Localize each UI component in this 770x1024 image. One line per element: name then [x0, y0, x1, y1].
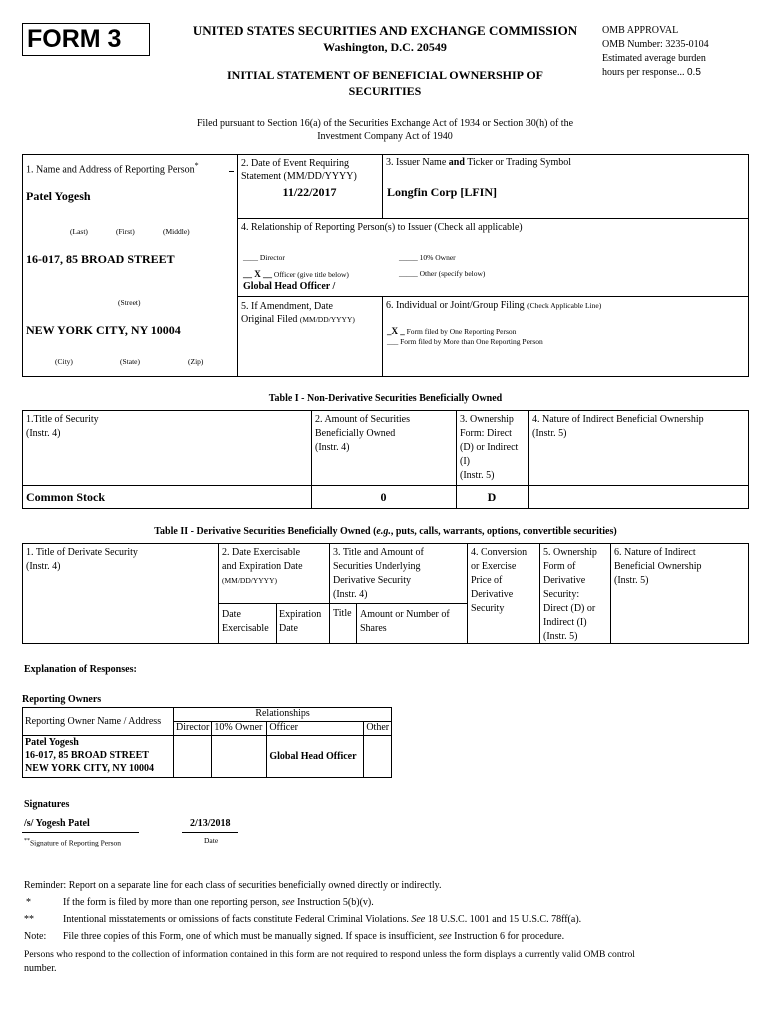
omb-hours-value: 0.5: [686, 67, 701, 78]
ro-row-name-line1: Patel Yogesh: [25, 737, 79, 748]
box5-label: [241, 300, 355, 326]
ro-row-10pct: [212, 736, 267, 778]
box4-label: 4. Relationship of Reporting Person(s) to Issuer (Check all applicable): [241, 222, 523, 233]
relationship-other: _____ Other (specify below): [399, 269, 486, 278]
table1-col3-header: [460, 413, 518, 483]
omb-approval: [602, 24, 709, 80]
ro-row-name: [23, 736, 174, 778]
street-label: (Street): [118, 298, 141, 307]
table2-col4-line2: or Exercise: [471, 561, 517, 572]
table1-row-security: Common Stock: [26, 490, 106, 504]
officer-check-mark: __ X __: [243, 269, 272, 279]
box5-label-line2: [241, 313, 355, 326]
reporting-owners-heading: Reporting Owners: [22, 694, 102, 705]
table2-col2-line1: 2. Date Exercisable: [222, 547, 301, 558]
filed-pursuant-line2: Investment Company Act of 1940: [317, 131, 453, 142]
footnote-1-see: see: [281, 897, 295, 908]
table2-col-divider-2: [329, 543, 330, 644]
footnote-star1: *: [26, 897, 31, 908]
table2-col5-header: [543, 546, 597, 644]
filed-pursuant: [100, 117, 670, 143]
table2-col2-header: [222, 546, 303, 588]
note-text-see: see: [438, 931, 452, 942]
city-label: (City): [55, 357, 73, 366]
date-line: [182, 832, 238, 833]
zip-label: (Zip): [188, 357, 204, 366]
explanation-heading: Explanation of Responses:: [24, 664, 137, 675]
table2-title-eg: e.g.: [376, 526, 391, 537]
box2-label-line1: 2. Date of Event Requiring: [241, 158, 350, 169]
note-text-pre: File three copies of this Form, one of which must be manually signed. If space is insufficient,: [63, 931, 437, 942]
table2-col3-header: [333, 546, 424, 602]
table2-col1-header: [26, 546, 138, 574]
filing-option-two: ___ Form filed by More than One Reporting Person: [387, 337, 543, 346]
table1-col2-header: [315, 413, 410, 455]
table1-col4-line1: 4. Nature of Indirect Beneficial Ownership: [532, 414, 704, 425]
table2-col4-line5: Security: [471, 603, 505, 614]
date-label: Date: [204, 836, 219, 845]
table2-col-divider-1: [218, 543, 219, 644]
relationship-director: ____ Director: [243, 253, 285, 262]
filed-pursuant-line1: Filed pursuant to Section 16(a) of the Securities Exchange Act of 1934 or Section 30(h) of the: [196, 118, 574, 129]
omb-notice-line2: number.: [24, 963, 57, 974]
table2-title-post: , puts, calls, warrants, options, convertible securities): [390, 526, 617, 537]
agency-location: Washington, D.C. 20549: [323, 40, 447, 54]
box3-label-post: Ticker or Trading Symbol: [467, 157, 572, 168]
table2-title: [22, 526, 749, 537]
filing-option-one-label: Form filed by One Reporting Person: [406, 327, 517, 336]
ro-col-name-label: Reporting Owner Name / Address: [25, 716, 162, 727]
ro-relationships: Relationships: [174, 708, 392, 722]
state-label: (State): [120, 357, 140, 366]
note-text-post: Instruction 6 for procedure.: [454, 931, 565, 942]
note-text: [63, 931, 564, 942]
omb-burden: Estimated average burden: [602, 53, 706, 64]
table2-col2-line2: and Expiration Date: [222, 561, 303, 572]
box5-label-line2-text: Original Filed: [241, 314, 298, 325]
box1-label-text: 1. Name and Address of Reporting Person: [26, 164, 195, 176]
reporting-person-street: 16-017, 85 BROAD STREET: [26, 252, 175, 266]
box6-label-text: 6. Individual or Joint/Group Filing: [386, 300, 525, 311]
form-label: FORM 3: [27, 25, 122, 53]
table1-col4-line2: (Instr. 5): [532, 428, 567, 439]
table2-col6-line3: (Instr. 5): [614, 575, 649, 586]
table1-col3-line2: Form: Direct: [460, 428, 512, 439]
table2-col4-line3: Price of: [471, 575, 503, 586]
table2-col-divider-4: [539, 543, 540, 644]
signatures-heading: Signatures: [24, 799, 70, 810]
table2-col3-line3: Derivative Security: [333, 575, 412, 586]
table1-col3-line4: (I): [460, 456, 470, 467]
table1-col3-line5: (Instr. 5): [460, 470, 495, 481]
table1-col1-line2: (Instr. 4): [26, 428, 61, 439]
box3-label: [386, 157, 571, 168]
omb-notice-line1: Persons who respond to the collection of information contained in this form are not required to respond unless the form displays a currently valid OMB control: [24, 949, 635, 960]
ro-row-name-line2: 16-017, 85 BROAD STREET: [25, 750, 149, 761]
reporting-person-name: Patel Yogesh: [26, 189, 91, 203]
footnote-2-see: See: [411, 914, 426, 925]
table2-col3b-header: [360, 608, 450, 636]
name-middle-label: (Middle): [163, 227, 190, 236]
table2-col4-line4: Derivative: [471, 589, 514, 600]
table2-col2b-line2: Date: [279, 623, 298, 634]
table1-col1-line1: 1.Title of Security: [26, 414, 99, 425]
table2-col3-line2: Securities Underlying: [333, 561, 421, 572]
table1-col2-line3: (Instr. 4): [315, 442, 350, 453]
filing-option-one: [387, 326, 516, 336]
ro-row-name-line3: NEW YORK CITY, NY 10004: [25, 763, 154, 774]
ro-col-10pct: 10% Owner: [212, 722, 267, 736]
table2-col2a-line1: Date: [222, 609, 241, 620]
table2-col6-line2: Beneficial Ownership: [614, 561, 702, 572]
footnote-star2: **: [24, 914, 34, 925]
reporting-owners-table: [22, 707, 392, 778]
filing-option-one-mark: _X _: [387, 326, 405, 336]
table2-col2a-line2: Exercisable: [222, 623, 269, 634]
ro-col-director: Director: [174, 722, 212, 736]
form-label-box: [22, 23, 150, 56]
omb-hours: [602, 66, 709, 80]
table2-col2b-line1: Expiration: [279, 609, 322, 620]
table2-col6-header: [614, 546, 701, 588]
table2-subcol-divider-a: [276, 603, 277, 644]
table1-col3-line1: 3. Ownership: [460, 414, 514, 425]
box1-label-underline: [229, 171, 234, 172]
name-last-label: (Last): [70, 227, 88, 236]
signer-name: /s/ Yogesh Patel: [24, 818, 90, 829]
omb-hours-label: hours per response...: [602, 67, 685, 78]
box6-label-small: (Check Applicable Line): [527, 301, 602, 310]
table1-row-amount: 0: [380, 490, 387, 504]
box3-label-pre: 3. Issuer Name: [386, 157, 447, 168]
table2-col3-line4: (Instr. 4): [333, 589, 368, 600]
table2-col3-line1: 3. Title and Amount of: [333, 547, 424, 558]
omb-number: OMB Number: 3235-0104: [602, 39, 709, 50]
table2-subheader-divider: [218, 603, 467, 604]
name-first-label: (First): [116, 227, 135, 236]
ro-row-director: [174, 736, 212, 778]
table1-col1-header: [26, 413, 99, 441]
grid-divider-v2: [382, 154, 383, 218]
ro-row-officer: Global Head Officer: [267, 736, 364, 778]
form-title-line2: SECURITIES: [348, 84, 422, 98]
omb-notice: [24, 948, 744, 976]
table2-col3a-header: Title: [333, 608, 352, 619]
table2-col-divider-3: [467, 543, 468, 644]
table2-col2-small: (MM/DD/YYYY): [222, 576, 277, 585]
footnote-1: [63, 897, 374, 908]
footnote-1-pre: If the form is filed by more than one reporting person,: [63, 897, 280, 908]
box6-label: [386, 300, 601, 311]
table1-col3-line3: (D) or Indirect: [460, 442, 519, 453]
table2-col1-line1: 1. Title of Derivate Security: [26, 547, 138, 558]
table2-col5-line5: Direct (D) or: [543, 603, 596, 614]
table2-col5-line1: 5. Ownership: [543, 547, 597, 558]
table2-col2a-header: [222, 608, 269, 636]
officer-label: Officer (give title below): [273, 270, 349, 279]
box2-label: [241, 157, 357, 183]
signature-label-text: Signature of Reporting Person: [30, 838, 122, 848]
table2-col5-line3: Derivative: [543, 575, 586, 586]
officer-title: Global Head Officer /: [243, 281, 336, 292]
table2-col3b-line2: Shares: [360, 623, 387, 634]
table2-col5-line4: Security:: [543, 589, 580, 600]
reminder: Reminder: Report on a separate line for each class of securities beneficially owned directly or indirectly.: [24, 880, 442, 891]
table2-col5-line7: (Instr. 5): [543, 631, 578, 642]
footnote-1-post: Instruction 5(b)(v).: [297, 897, 374, 908]
grid-divider-h1: [237, 218, 749, 219]
agency-name: UNITED STATES SECURITIES AND EXCHANGE COMMISSION: [192, 23, 578, 38]
relationship-officer: [243, 269, 349, 279]
footnote-2-post: 18 U.S.C. 1001 and 15 U.S.C. 78ff(a).: [427, 914, 582, 925]
footnote-2: [63, 914, 581, 925]
box3-label-bold: and: [448, 157, 465, 168]
signature-label: [24, 838, 121, 848]
box5-label-small: (MM/DD/YYYY): [299, 315, 355, 324]
box1-label: [26, 161, 199, 175]
ro-row-other: [364, 736, 392, 778]
table1-title: Table I - Non-Derivative Securities Beneficially Owned: [268, 393, 503, 404]
box5-label-line1: 5. If Amendment, Date: [241, 301, 333, 312]
omb-approval-title: OMB APPROVAL: [602, 25, 679, 36]
table2-col4-header: [471, 546, 527, 616]
table1-header-divider: [22, 485, 749, 486]
grid-divider-v3: [382, 296, 383, 377]
table2-col5-line2: Form of: [543, 561, 576, 572]
signature-label-mark: **: [24, 838, 30, 844]
grid-divider-h2: [237, 296, 749, 297]
ro-col-officer: Officer: [267, 722, 364, 736]
table1-col4-header: [532, 413, 704, 441]
box2-label-line2: Statement (MM/DD/YYYY): [241, 171, 357, 182]
table2-subcol-divider-b: [356, 603, 357, 644]
table2-col1-line2: (Instr. 4): [26, 561, 61, 572]
issuer-name: Longfin Corp [LFIN]: [387, 185, 498, 199]
table1-col2-line1: 2. Amount of Securities: [315, 414, 410, 425]
signature-date: 2/13/2018: [190, 818, 231, 829]
box1-label-mark: *: [194, 161, 199, 170]
footnote-2-pre: Intentional misstatements or omissions of facts constitute Federal Criminal Violations.: [63, 914, 409, 925]
table2-col2b-header: [279, 608, 321, 636]
table2-col3b-line1: Amount or Number of: [360, 609, 450, 620]
reporting-person-city: NEW YORK CITY, NY 10004: [26, 323, 181, 337]
table2-title-pre: Table II - Derivative Securities Beneficially Owned (: [154, 526, 377, 537]
table1-col2-line2: Beneficially Owned: [315, 428, 396, 439]
ro-col-other: Other: [364, 722, 392, 736]
table1-row-form: D: [487, 490, 497, 504]
note-label: Note:: [24, 931, 47, 942]
table2-col4-line1: 4. Conversion: [471, 547, 528, 558]
relationship-10pct-owner: _____ 10% Owner: [399, 253, 456, 262]
table2-col6-line1: 6. Nature of Indirect: [614, 547, 696, 558]
table2-col-divider-5: [610, 543, 611, 644]
signature-line: [22, 832, 139, 833]
table2-col5-line6: Indirect (I): [543, 617, 587, 628]
event-date: 11/22/2017: [282, 185, 337, 199]
table1-col-divider-3: [528, 410, 529, 509]
form-title-line1: INITIAL STATEMENT OF BENEFICIAL OWNERSHIP OF: [227, 68, 543, 82]
ro-col-name: [23, 708, 174, 736]
